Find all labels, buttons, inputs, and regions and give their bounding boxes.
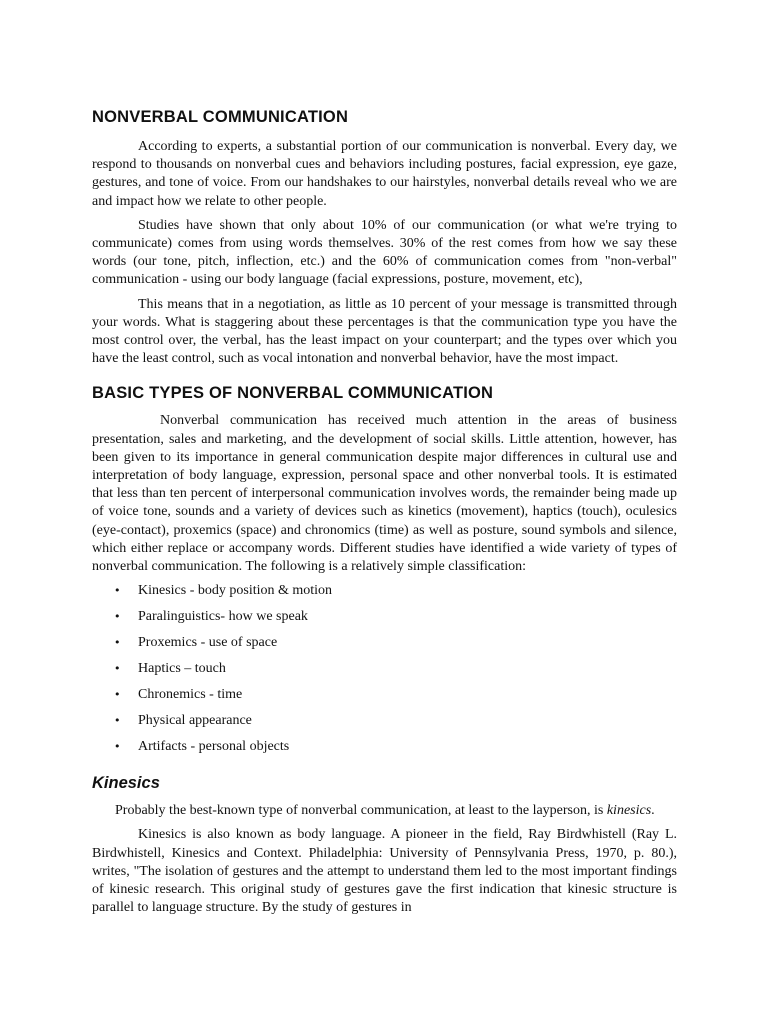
list-item xyxy=(114,608,677,626)
nonverbal-types-list xyxy=(92,582,677,756)
section-heading-nonverbal-communication: NONVERBAL COMMUNICATION xyxy=(92,108,349,126)
bullet-icon: • xyxy=(114,688,121,702)
list-item-text: Haptics – touch xyxy=(138,661,226,677)
paragraph-intro: According to experts, a substantial portion of our communication is nonverbal. Every day, we respond to thousands on nonverbal cues and behaviors including postures, facial expression, eye gaze, gestures, and tone of voice. From our handshakes to our hairstyles, nonverbal details reveal who we are and impact how we relate to other people. xyxy=(92,139,677,209)
paragraph-negotiation: This means that in a negotiation, as little as 10 percent of your message is transmitted through your words. What is staggering about these percentages is that the communication type you have the most control over, the verbal, has the least impact on your counterpart; and the types over which you have the least control, such as vocal intonation and nonverbal behavior, have the most impact. xyxy=(92,296,677,367)
section-heading-kinesics: Kinesics xyxy=(92,774,160,793)
list-item-text: Artifacts - personal objects xyxy=(138,739,290,755)
list-item-text: Proxemics - use of space xyxy=(138,635,278,651)
document-page xyxy=(92,106,677,923)
list-item-text: Paralinguistics- how we speak xyxy=(138,609,308,625)
list-item-text: Physical appearance xyxy=(138,713,252,729)
kinesics-intro-end: . xyxy=(651,803,655,819)
list-item-text: Kinesics - body position & motion xyxy=(138,583,333,599)
bullet-icon: • xyxy=(114,714,121,728)
paragraph-kinesics-body: Kinesics is also known as body language. A pioneer in the field, Ray Birdwhistell (Ray L. Birdwhistell, Kinesics and Context. Philadelphia: University of Pennsylvania Press, 1970, p. 80.), writes, "The isolation of gestures and the attempt to understand them led to the most important findings of kinesic research. This original study of gestures gave the first indication that kinesic structure is parallel to language structure. By the study of gestures in xyxy=(92,827,677,916)
list-item-text: Chronemics - time xyxy=(138,687,243,703)
bullet-icon: • xyxy=(114,584,121,598)
paragraph-basic-types: Nonverbal communication has received much attention in the areas of business presentation, sales and marketing, and the development of social skills. Little attention, however, has been given to its importance in general communication despite major differences in cultural use and interpretation of body language, expression, personal space and other nonverbal tools. It is estimated that less than ten percent of interpersonal communication involves words, the remainder being made up of voice tone, sounds and a variety of devices such as kinetics (movement), haptics (touch), oculesics (eye-contact), proxemics (space) and chronomics (time) as well as posture, sound symbols and silence, which either replace or accompany words. Different studies have identified a wide variety of types of nonverbal communication. The following is a relatively simple classification: xyxy=(92,413,677,575)
list-item xyxy=(114,686,677,704)
kinesics-term: kinesics xyxy=(606,803,652,819)
bullet-icon: • xyxy=(114,610,121,624)
list-item xyxy=(114,738,677,756)
kinesics-intro-text: Probably the best-known type of nonverbal communication, at least to the layperson, is xyxy=(115,803,607,819)
section-heading-basic-types: BASIC TYPES OF NONVERBAL COMMUNICATION xyxy=(92,384,494,403)
bullet-icon: • xyxy=(114,636,121,650)
paragraph-kinesics-intro xyxy=(92,802,677,820)
list-item xyxy=(114,582,677,600)
bullet-icon: • xyxy=(114,662,121,676)
list-item xyxy=(114,634,677,652)
paragraph-percentages: Studies have shown that only about 10% of our communication (or what we're trying to communicate) comes from using words themselves. 30% of the rest comes from how we say these words (our tone, pitch, inflection, etc.) and the 60% of communication comes from "non-verbal" communication - using our body language (facial expressions, posture, movement, etc), xyxy=(92,217,677,288)
list-item xyxy=(114,712,677,730)
bullet-icon: • xyxy=(114,740,121,754)
list-item xyxy=(114,660,677,678)
